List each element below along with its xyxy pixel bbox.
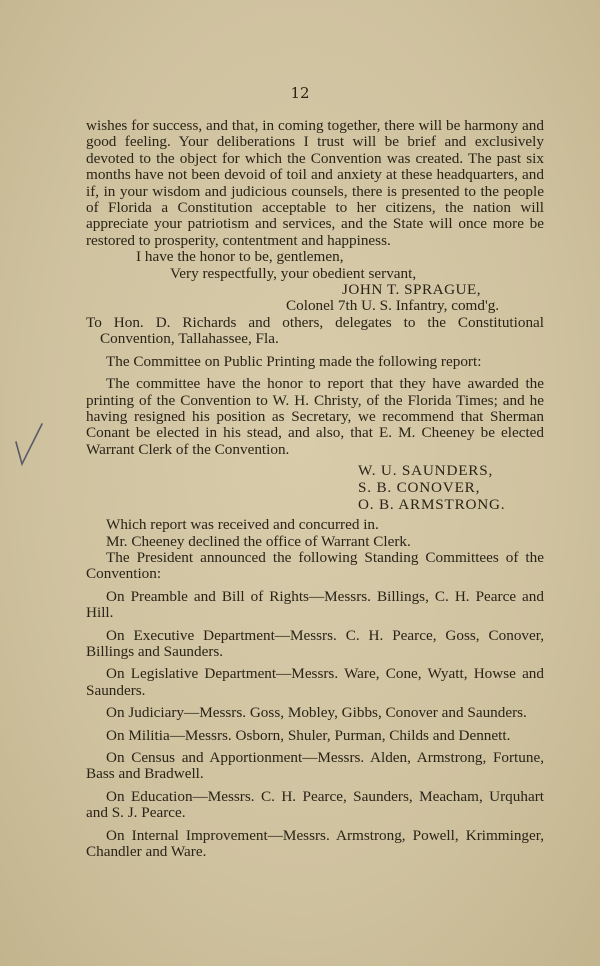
printing-report: The committee have the honor to report that they have awarded the printing of the Convention to W. H. Christy, of the Florida Times; and he having resigned his position as Secretary, we recommend that Sherman Conant be elected in his stead, and also, that E. M. Cheeney be elected Warrant Clerk of the Convention. xyxy=(86,375,544,458)
committee-entry: On Internal Improvement—Messrs. Armstrong, Powell, Krimminger, Chandler and Ware. xyxy=(86,826,544,861)
letter-address: To Hon. D. Richards and others, delegates to the Constitutional Convention, Tallahassee, Fla. xyxy=(86,313,544,348)
signer-name: W. U. SAUNDERS, xyxy=(358,462,494,480)
committee-entry: On Preamble and Bill of Rights—Messrs. Billings, C. H. Pearce and Hill. xyxy=(86,587,544,622)
committee-entry: On Legislative Department—Messrs. Ware, Cone, Wyatt, Howse and Saunders. xyxy=(86,665,544,699)
proceeding-line: Mr. Cheeney declined the office of Warrant Clerk. xyxy=(106,532,411,550)
committee-entry: On Judiciary—Messrs. Goss, Mobley, Gibbs, Conover and Saunders. xyxy=(106,704,527,722)
letter-paragraph: wishes for success, and that, in coming together, there will be harmony and good feeling. Your deliberations I trust will be brief and exclusively devoted to the object for which the Convention was created. The past six months have not been devoid of toil and anxiety at these headquarters, and if, in your wisdom and judicious counsels, there is presented to the people of Florida a Constitution acceptable to her citizens, the nation will appreciate your patriotism and services, and the State will once more be restored to prosperity, contentment and happiness. xyxy=(86,117,544,249)
committee-entry: On Militia—Messrs. Osborn, Shuler, Purman, Childs and Dennett. xyxy=(106,726,511,744)
signer-name: S. B. CONOVER, xyxy=(358,479,481,497)
letter-valediction: Very respectfully, your obedient servant, xyxy=(170,264,417,282)
letter-signature: JOHN T. SPRAGUE, xyxy=(342,281,482,299)
letter-closing: I have the honor to be, gentlemen, xyxy=(136,248,344,266)
printing-intro: The Committee on Public Printing made the following report: xyxy=(106,352,482,370)
page-number: 12 xyxy=(290,84,310,102)
proceeding-line: The President announced the following Standing Committees of the Convention: xyxy=(86,548,544,583)
signer-name: O. B. ARMSTRONG. xyxy=(358,496,506,514)
document-body xyxy=(86,118,544,860)
committee-entry: On Executive Department—Messrs. C. H. Pearce, Goss, Conover, Billings and Saunders. xyxy=(86,626,544,660)
proceeding-line: Which report was received and concurred in. xyxy=(106,516,379,534)
committee-entry: On Education—Messrs. C. H. Pearce, Saunders, Meacham, Urquhart and S. J. Pearce. xyxy=(86,787,544,822)
report-signers xyxy=(86,462,544,513)
pencil-check-mark xyxy=(12,420,46,470)
letter-rank: Colonel 7th U. S. Infantry, comd'g. xyxy=(286,297,500,315)
committee-entry: On Census and Apportionment—Messrs. Alden, Armstrong, Fortune, Bass and Bradwell. xyxy=(86,749,544,783)
